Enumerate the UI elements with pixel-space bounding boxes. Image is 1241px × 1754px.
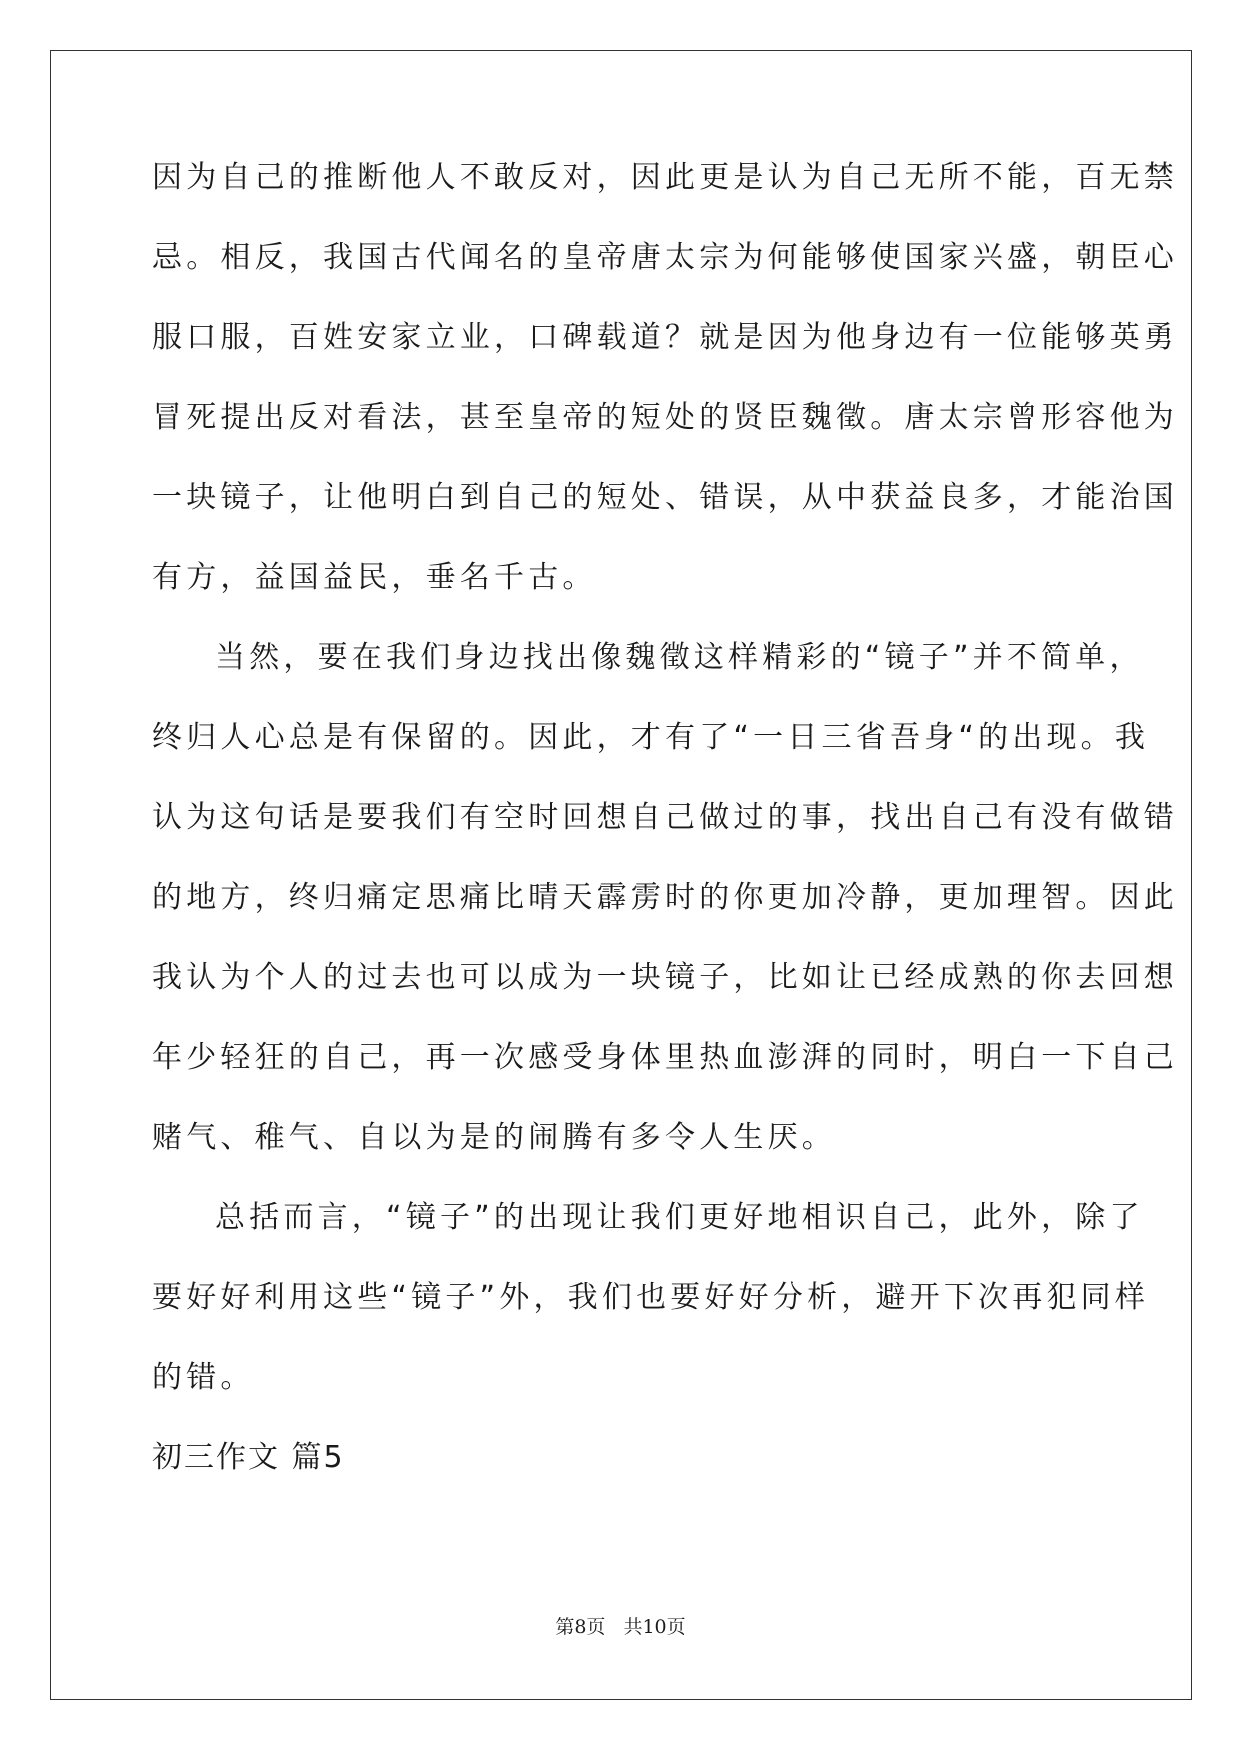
text-line: 总括而言，“镜子”的出现让我们更好地相识自己，此外，除了	[215, 1200, 1144, 1235]
text-line: 有方，益国益民，垂名千古。	[152, 560, 597, 595]
paragraph-2	[152, 640, 1178, 1200]
page-number-total: 共10页	[623, 1616, 686, 1638]
text-line: 一块镜子，让他明白到自己的短处、错误，从中获益良多，才能治国	[152, 480, 1178, 515]
document-body	[152, 160, 1178, 1520]
text-line: 认为这句话是要我们有空时回想自己做过的事，找出自己有没有做错	[152, 800, 1178, 835]
page-number-current: 第8页	[555, 1616, 606, 1638]
text-line: 我认为个人的过去也可以成为一块镜子，比如让已经成熟的你去回想	[152, 960, 1178, 995]
section-heading: 初三作文 篇5	[152, 1440, 345, 1475]
paragraph-1	[152, 160, 1178, 640]
text-line: 服口服，百姓安家立业，口碑载道？就是因为他身边有一位能够英勇	[152, 320, 1178, 355]
text-line: 要好好利用这些“镜子”外，我们也要好好分析，避开下次再犯同样	[152, 1280, 1150, 1315]
text-line: 忌。相反，我国古代闻名的皇帝唐太宗为何能够使国家兴盛，朝臣心	[152, 240, 1178, 275]
paragraph-3	[152, 1200, 1150, 1440]
text-line: 当然，要在我们身边找出像魏徵这样精彩的“镜子”并不简单，	[215, 640, 1144, 675]
text-line: 终归人心总是有保留的。因此，才有了“一日三省吾身“的出现。我	[152, 720, 1150, 755]
text-line: 赌气、稚气、自以为是的闹腾有多令人生厌。	[152, 1120, 836, 1155]
page-footer	[0, 1612, 1241, 1639]
text-line: 的错。	[152, 1360, 255, 1395]
text-line: 冒死提出反对看法，甚至皇帝的短处的贤臣魏徵。唐太宗曾形容他为	[152, 400, 1178, 435]
text-line: 的地方，终归痛定思痛比晴天霹雳时的你更加冷静，更加理智。因此	[152, 880, 1178, 915]
text-line: 因为自己的推断他人不敢反对，因此更是认为自己无所不能，百无禁	[152, 160, 1178, 195]
text-line: 年少轻狂的自己，再一次感受身体里热血澎湃的同时，明白一下自己	[152, 1040, 1178, 1075]
